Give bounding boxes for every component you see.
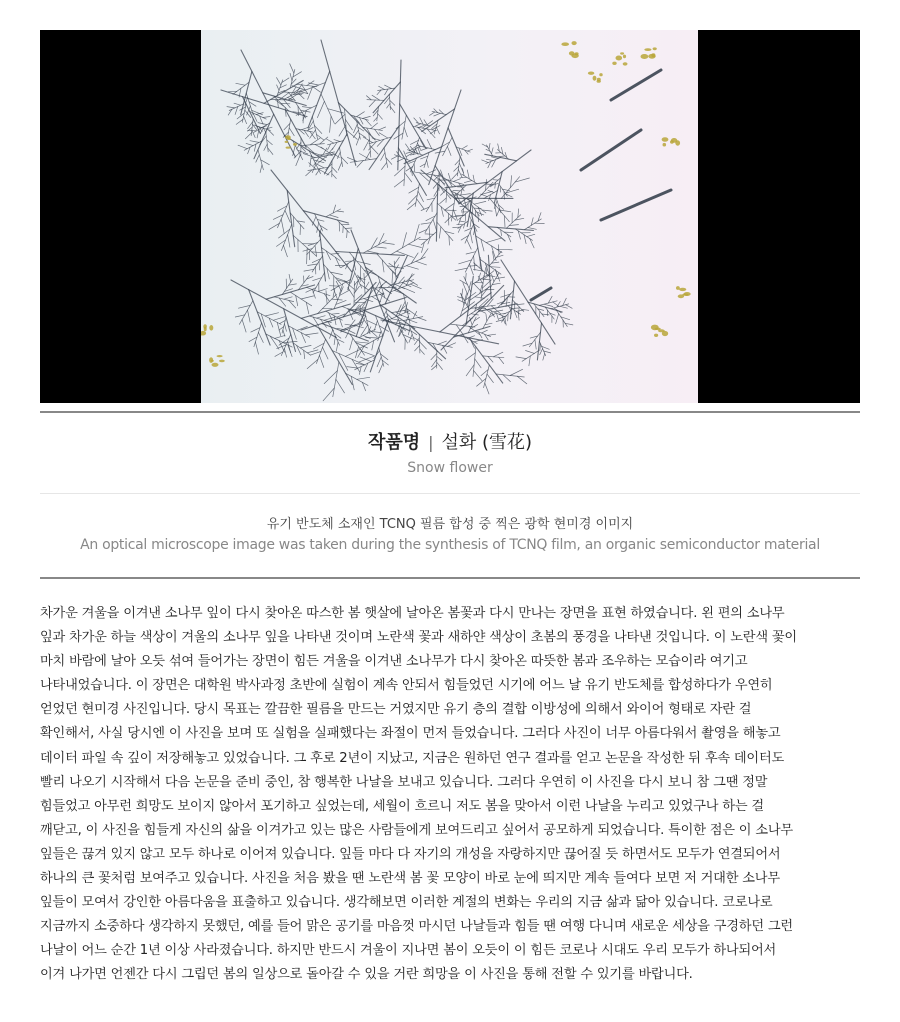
statement-line: 깨닫고, 이 사진을 힘들게 자신의 삶을 이겨가고 있는 많은 사람들에게 보여드리고 싶어서 공모하게 되었습니다. 특이한 점은 이 소나무 <box>40 822 793 838</box>
statement-line: 나날이 어느 순간 1년 이상 사라졌습니다. 하지만 반드시 겨울이 지나면 봄이 오듯이 이 힘든 코로나 시대도 우리 모두가 하나되어서 <box>40 943 777 959</box>
thin-divider <box>40 493 860 494</box>
statement-line: 힘들었고 아무런 희망도 보이지 않아서 포기하고 싶었는데, 세월이 흐르니 저도 봄을 맞아서 이런 나날을 누리고 있었구나 하는 걸 <box>40 798 764 814</box>
statement-line: 이겨 나가면 언젠간 다시 그립던 봄의 일상으로 돌아갈 수 있을 거란 희망을 이 사진을 통해 전할 수 있기를 바랍니다. <box>40 967 693 983</box>
statement-line: 얻었던 현미경 사진입니다. 당시 목표는 깔끔한 필름을 만드는 거였지만 유기 층의 결합 이방성에 의해서 와이어 형태로 자란 걸 <box>40 702 752 718</box>
description-english: An optical microscope image was taken during the synthesis of TCNQ film, an organic semiconductor material <box>80 537 820 553</box>
statement-line: 빨리 나오기 시작해서 다음 논문을 준비 중인, 참 행복한 나날을 보내고 있습니다. 그러다 우연히 이 사진을 다시 보니 참 그땐 정말 <box>40 774 768 790</box>
description-korean: 유기 반도체 소재인 TCNQ 필름 합성 중 찍은 광학 현미경 이미지 <box>266 517 634 532</box>
artwork-title <box>40 428 860 454</box>
statement-line: 차가운 겨울을 이겨낸 소나무 잎이 다시 찾아온 따스한 봄 햇살에 날아온 봄꽃과 다시 만나는 장면을 표현 하였습니다. 왼 편의 소나무 <box>40 606 785 621</box>
statement-line: 데이터 파일 속 깊이 저장해놓고 있었습니다. 그 후로 2년이 지났고, 지금은 원하던 연구 결과를 얻고 논문을 작성한 뒤 후속 데이터도 <box>40 750 785 766</box>
title-separator: | <box>428 433 434 452</box>
top-divider <box>40 411 860 413</box>
statement-line: 잎들은 끊겨 있지 않고 모두 하나로 이어져 있습니다. 잎들 마다 다 자기의 개성을 자랑하지만 끊어질 듯 하면서도 모두가 연결되어서 <box>40 846 781 862</box>
statement-line: 잎과 차가운 하늘 색상이 겨울의 소나무 잎을 나타낸 것이며 노란색 꽃과 새하얀 색상이 초봄의 풍경을 나타낸 것입니다. 이 노란색 꽃이 <box>40 630 797 646</box>
statement-line: 지금까지 소중하다 생각하지 못했던, 예를 들어 맑은 공기를 마음껏 마시던 나날들과 힘들 땐 여행 다니며 새로운 세상을 구경하던 그런 <box>40 919 793 935</box>
title-name: 설화 (雪花) <box>441 432 533 453</box>
statement-line: 확인해서, 사실 당시엔 이 사진을 보며 또 실험을 실패했다는 좌절이 먼저 들었습니다. 그러다 사진이 너무 아름다워서 촬영을 해놓고 <box>40 726 781 742</box>
statement-line: 잎들이 모여서 강인한 아름다움을 표출하고 있습니다. 생각해보면 이러한 계절의 변화는 우리의 지금 삶과 닮아 있습니다. 코로나로 <box>40 895 773 911</box>
artwork-image <box>201 30 698 403</box>
title-label: 작품명 <box>367 432 421 453</box>
artwork-frame <box>40 30 860 403</box>
title-english: Snow flower <box>407 460 493 476</box>
artwork-statement <box>40 602 860 988</box>
statement-line: 하나의 큰 꽃처럼 보여주고 있습니다. 사진을 처음 봤을 땐 노란색 봄 꽃 모양이 바로 눈에 띄지만 계속 들여다 보면 저 거대한 소나무 <box>40 871 780 887</box>
statement-line: 마치 바람에 날아 오듯 섞여 들어가는 장면이 힘든 겨울을 이겨낸 소나무가 다시 찾아온 따뜻한 봄과 조우하는 모습이라 여기고 <box>40 654 748 670</box>
statement-line: 나타내었습니다. 이 장면은 대학원 박사과정 초반에 실험이 계속 안되서 힘들었던 시기에 어느 날 유기 반도체를 합성하다가 우연히 <box>40 678 773 694</box>
middle-divider <box>40 577 860 579</box>
